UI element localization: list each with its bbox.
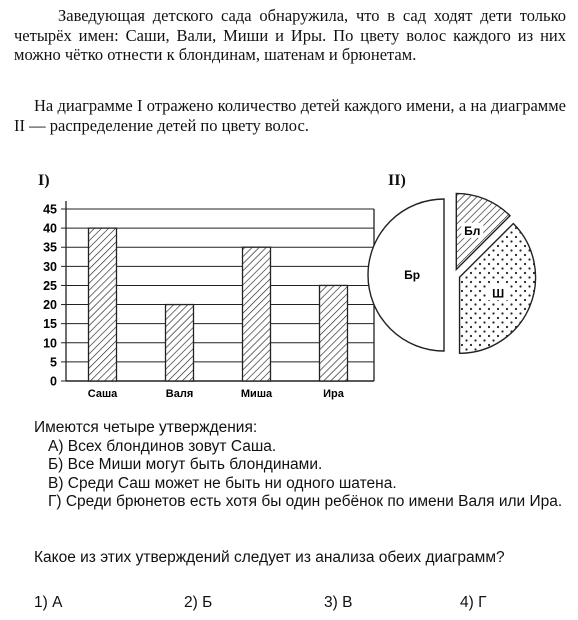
answer-option-3[interactable]: 3) В (324, 594, 353, 611)
statement-b: Б) Все Миши могут быть блондинами. (48, 456, 323, 473)
bar-chart (0, 195, 380, 405)
x-tick-label: Валя (165, 388, 194, 400)
pie-slice-label: Бр (404, 268, 421, 282)
pie-chart (370, 190, 550, 360)
statement-c: В) Среди Саш может не быть ни одного шатена. (48, 474, 397, 492)
bar-chart-label: I) (38, 172, 50, 189)
statements-header: Имеются четыре утверждения: (34, 419, 258, 436)
y-tick-label: 15 (43, 317, 57, 332)
answer-option-2[interactable]: 2) Б (184, 594, 213, 611)
question: Какое из этих утверждений следует из анализа обеих диаграмм? (34, 549, 505, 566)
y-tick-label: 20 (43, 298, 57, 313)
y-tick-label: 25 (43, 278, 57, 293)
answer-option-4[interactable]: 4) Г (460, 594, 487, 611)
statement-a: А) Всех блондинов зовут Саша. (48, 437, 277, 455)
problem-intro: Заведующая детского сада обнаружила, что в сад ходят дети только четырёх имен: Саши, Вали, Миши и Иры. По цвету волос каждого из них можно чётко отнести к блондинам, шатенам и брюнетам. (14, 6, 566, 64)
statements-block (34, 419, 566, 512)
answer-option-1[interactable]: 1) А (34, 594, 63, 611)
y-tick-label: 45 (43, 202, 57, 217)
pie-slice-label: Бл (464, 223, 481, 238)
y-tick-label: 0 (50, 374, 57, 389)
x-tick-label: Ира (323, 388, 344, 400)
y-tick-label: 40 (43, 221, 57, 236)
y-tick-label: 35 (43, 240, 57, 255)
bar-1 (89, 228, 117, 381)
statement-d: Г) Среди брюнетов есть хотя бы один ребёнок по имени Валя или Ира. (48, 493, 563, 510)
bar-4 (320, 285, 348, 381)
pie-chart-label: II) (388, 172, 406, 189)
pie-slice-label: Ш (492, 286, 505, 301)
diagram-description: На диаграмме I отражено количество детей каждого имени, а на диаграмме II — распределение детей по цвету волос. (14, 96, 566, 135)
bar-2 (166, 305, 194, 381)
y-tick-label: 30 (43, 259, 57, 274)
y-tick-label: 5 (50, 355, 57, 370)
x-tick-label: Саша (87, 388, 118, 400)
x-tick-label: Миша (240, 388, 273, 400)
y-tick-label: 10 (43, 336, 57, 351)
bar-3 (243, 247, 271, 381)
